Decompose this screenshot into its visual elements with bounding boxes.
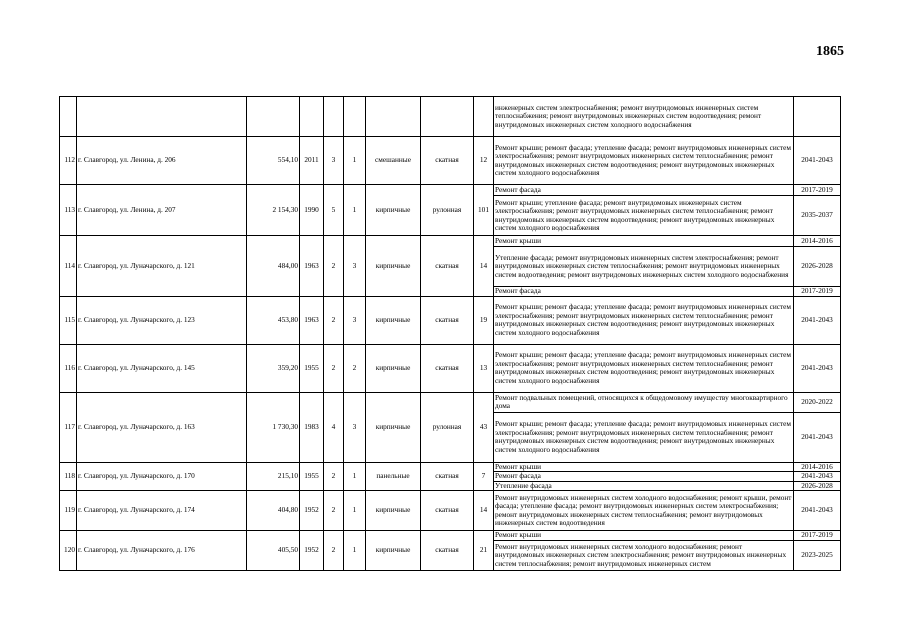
- year-cell: 1990: [300, 185, 324, 236]
- work-description-cell: Ремонт фасада: [494, 287, 794, 297]
- floors-cell: 2: [324, 491, 344, 531]
- row-number: 118: [60, 462, 77, 491]
- table-row: [60, 185, 841, 196]
- row-number: 119: [60, 491, 77, 531]
- floors-cell: 3: [324, 137, 344, 185]
- area-cell: 484,00: [247, 236, 300, 297]
- area-cell: 2 154,30: [247, 185, 300, 236]
- work-description-cell: Утепление фасада; ремонт внутридомовых инженерных систем электроснабжения; ремонт внутридомовых инженерных систем теплоснабжения; ремонт внутридомовых инженерных систем водоотведения; ремонт внутридомовых инженерных систем холодного водоснабжения: [494, 247, 794, 287]
- row-number: 116: [60, 344, 77, 392]
- work-description-cell: Ремонт внутридомовых инженерных систем холодного водоснабжения; ремонт крыши, ремонт фасада; утепление фасада; ремонт внутридомовых инженерных систем электроснабжения; ремонт внутридомовых инженерных систем теплоснабжения; ремонт внутридомовых инженерных систем водоотведения: [494, 491, 794, 531]
- period-cell: 2026-2028: [794, 481, 841, 491]
- work-description-cell: Ремонт фасада: [494, 472, 794, 482]
- table-row: [60, 392, 841, 412]
- table-row: [60, 137, 841, 185]
- roof-type-cell: скатная: [421, 462, 474, 491]
- wall-material-cell: смешанные: [366, 137, 421, 185]
- wall-material-cell: кирпичные: [366, 392, 421, 462]
- roof-type-cell: рулонная: [421, 185, 474, 236]
- period-cell: 2041-2043: [794, 137, 841, 185]
- period-cell: 2041-2043: [794, 491, 841, 531]
- period-cell: 2017-2019: [794, 287, 841, 297]
- wall-material-cell: кирпичные: [366, 236, 421, 297]
- row-number: 112: [60, 137, 77, 185]
- work-description-cell: Ремонт крыши; ремонт фасада; утепление фасада; ремонт внутридомовых инженерных систем электроснабжения; ремонт внутридомовых инженерных систем теплоснабжения; ремонт внутридомовых инженерных систем водоотведения; ремонт внутридомовых инженерных систем холодного водоснабжения: [494, 412, 794, 462]
- work-description-cell: Ремонт крыши; утепление фасада; ремонт внутридомовых инженерных систем электроснабжения; ремонт внутридомовых инженерных систем теплоснабжения; ремонт внутридомовых инженерных систем водоотведения; ремонт внутридомовых инженерных систем холодного водоснабжения: [494, 196, 794, 236]
- work-description-cell: Ремонт внутридомовых инженерных систем холодного водоснабжения; ремонт внутридомовых инженерных систем электроснабжения; ремонт внутридомовых инженерных систем теплоснабжения; ремонт внутридомовых инженерных систем: [494, 541, 794, 571]
- roof-type-cell: скатная: [421, 344, 474, 392]
- period-cell: 2026-2028: [794, 247, 841, 287]
- period-cell: 2041-2043: [794, 344, 841, 392]
- floors-cell: 2: [324, 236, 344, 297]
- area-cell: 453,80: [247, 296, 300, 344]
- entrances-cell: 2: [344, 344, 366, 392]
- flats-cell: 12: [474, 137, 494, 185]
- year-cell: 2011: [300, 137, 324, 185]
- address-cell: г. Славгород, ул. Луначарского, д. 176: [77, 531, 247, 571]
- address-cell: г. Славгород, ул. Луначарского, д. 145: [77, 344, 247, 392]
- entrances-cell: 3: [344, 236, 366, 297]
- area-cell: 1 730,30: [247, 392, 300, 462]
- period-cell: 2041-2043: [794, 472, 841, 482]
- wall-material-cell: кирпичные: [366, 185, 421, 236]
- row-number: 117: [60, 392, 77, 462]
- wall-material-cell: кирпичные: [366, 344, 421, 392]
- roof-type-cell: скатная: [421, 531, 474, 571]
- work-description-cell: Ремонт крыши: [494, 236, 794, 247]
- entrances-cell: 3: [344, 296, 366, 344]
- wall-material-cell: [366, 97, 421, 137]
- roof-type-cell: скатная: [421, 491, 474, 531]
- area-cell: 404,80: [247, 491, 300, 531]
- address-cell: г. Славгород, ул. Луначарского, д. 121: [77, 236, 247, 297]
- row-number: 115: [60, 296, 77, 344]
- row-number: 120: [60, 531, 77, 571]
- floors-cell: 2: [324, 344, 344, 392]
- table-row: [60, 531, 841, 541]
- period-cell: 2017-2019: [794, 185, 841, 196]
- work-description-cell: Ремонт подвальных помещений, относящихся к общедомовому имуществу многоквартирного дома: [494, 392, 794, 412]
- period-cell: 2014-2016: [794, 462, 841, 472]
- floors-cell: 2: [324, 462, 344, 491]
- area-cell: 554,10: [247, 137, 300, 185]
- wall-material-cell: кирпичные: [366, 531, 421, 571]
- entrances-cell: 1: [344, 137, 366, 185]
- roof-type-cell: скатная: [421, 296, 474, 344]
- year-cell: 1963: [300, 236, 324, 297]
- period-cell: 2035-2037: [794, 196, 841, 236]
- period-cell: 2041-2043: [794, 412, 841, 462]
- floors-cell: 2: [324, 531, 344, 571]
- area-cell: [247, 97, 300, 137]
- entrances-cell: 1: [344, 531, 366, 571]
- address-cell: [77, 97, 247, 137]
- year-cell: 1983: [300, 392, 324, 462]
- entrances-cell: 3: [344, 392, 366, 462]
- flats-cell: 21: [474, 531, 494, 571]
- table-row: [60, 97, 841, 137]
- area-cell: 359,20: [247, 344, 300, 392]
- year-cell: [300, 97, 324, 137]
- period-cell: 2014-2016: [794, 236, 841, 247]
- address-cell: г. Славгород, ул. Луначарского, д. 170: [77, 462, 247, 491]
- period-cell: 2023-2025: [794, 541, 841, 571]
- work-description-cell: Ремонт крыши: [494, 462, 794, 472]
- flats-cell: [474, 97, 494, 137]
- work-description-cell: Ремонт крыши; ремонт фасада; утепление фасада; ремонт внутридомовых инженерных систем электроснабжения; ремонт внутридомовых инженерных систем теплоснабжения; ремонт внутридомовых инженерных систем водоотведения; ремонт внутридомовых инженерных систем холодного водоснабжения: [494, 344, 794, 392]
- area-cell: 405,50: [247, 531, 300, 571]
- flats-cell: 101: [474, 185, 494, 236]
- roof-type-cell: рулонная: [421, 392, 474, 462]
- work-description-cell: Ремонт фасада: [494, 185, 794, 196]
- year-cell: 1952: [300, 491, 324, 531]
- address-cell: г. Славгород, ул. Луначарского, д. 123: [77, 296, 247, 344]
- area-cell: 215,10: [247, 462, 300, 491]
- year-cell: 1955: [300, 344, 324, 392]
- year-cell: 1963: [300, 296, 324, 344]
- work-description-cell: Утепление фасада: [494, 481, 794, 491]
- work-description-cell: Ремонт крыши; ремонт фасада; утепление фасада; ремонт внутридомовых инженерных систем электроснабжения; ремонт внутридомовых инженерных систем теплоснабжения; ремонт внутридомовых инженерных систем водоотведения; ремонт внутридомовых инженерных систем холодного водоснабжения: [494, 137, 794, 185]
- wall-material-cell: панельные: [366, 462, 421, 491]
- row-number: [60, 97, 77, 137]
- work-description-cell: инженерных систем электроснабжения; ремонт внутридомовых инженерных систем теплоснабжения; ремонт внутридомовых инженерных систем водоотведения; ремонт внутридомовых инженерных систем холодного водоснабжения: [494, 97, 794, 137]
- year-cell: 1952: [300, 531, 324, 571]
- entrances-cell: 1: [344, 491, 366, 531]
- address-cell: г. Славгород, ул. Ленина, д. 206: [77, 137, 247, 185]
- flats-cell: 14: [474, 491, 494, 531]
- table-row: [60, 462, 841, 472]
- table-row: [60, 344, 841, 392]
- floors-cell: 2: [324, 296, 344, 344]
- entrances-cell: [344, 97, 366, 137]
- flats-cell: 14: [474, 236, 494, 297]
- entrances-cell: 1: [344, 185, 366, 236]
- entrances-cell: 1: [344, 462, 366, 491]
- work-description-cell: Ремонт крыши: [494, 531, 794, 541]
- floors-cell: 5: [324, 185, 344, 236]
- flats-cell: 19: [474, 296, 494, 344]
- flats-cell: 43: [474, 392, 494, 462]
- period-cell: [794, 97, 841, 137]
- flats-cell: 13: [474, 344, 494, 392]
- row-number: 113: [60, 185, 77, 236]
- floors-cell: 4: [324, 392, 344, 462]
- year-cell: 1955: [300, 462, 324, 491]
- floors-cell: [324, 97, 344, 137]
- address-cell: г. Славгород, ул. Луначарского, д. 174: [77, 491, 247, 531]
- period-cell: 2041-2043: [794, 296, 841, 344]
- table-row: [60, 296, 841, 344]
- page-number: 1865: [816, 44, 844, 59]
- address-cell: г. Славгород, ул. Ленина, д. 207: [77, 185, 247, 236]
- period-cell: 2017-2019: [794, 531, 841, 541]
- period-cell: 2020-2022: [794, 392, 841, 412]
- capital-repair-table: [59, 96, 841, 571]
- wall-material-cell: кирпичные: [366, 491, 421, 531]
- roof-type-cell: скатная: [421, 137, 474, 185]
- address-cell: г. Славгород, ул. Луначарского, д. 163: [77, 392, 247, 462]
- roof-type-cell: скатная: [421, 236, 474, 297]
- flats-cell: 7: [474, 462, 494, 491]
- roof-type-cell: [421, 97, 474, 137]
- work-description-cell: Ремонт крыши; ремонт фасада; утепление фасада; ремонт внутридомовых инженерных систем электроснабжения; ремонт внутридомовых инженерных систем теплоснабжения; ремонт внутридомовых инженерных систем водоотведения; ремонт внутридомовых инженерных систем холодного водоснабжения: [494, 296, 794, 344]
- table-row: [60, 491, 841, 531]
- table-body: [60, 97, 841, 571]
- table-row: [60, 236, 841, 247]
- wall-material-cell: кирпичные: [366, 296, 421, 344]
- row-number: 114: [60, 236, 77, 297]
